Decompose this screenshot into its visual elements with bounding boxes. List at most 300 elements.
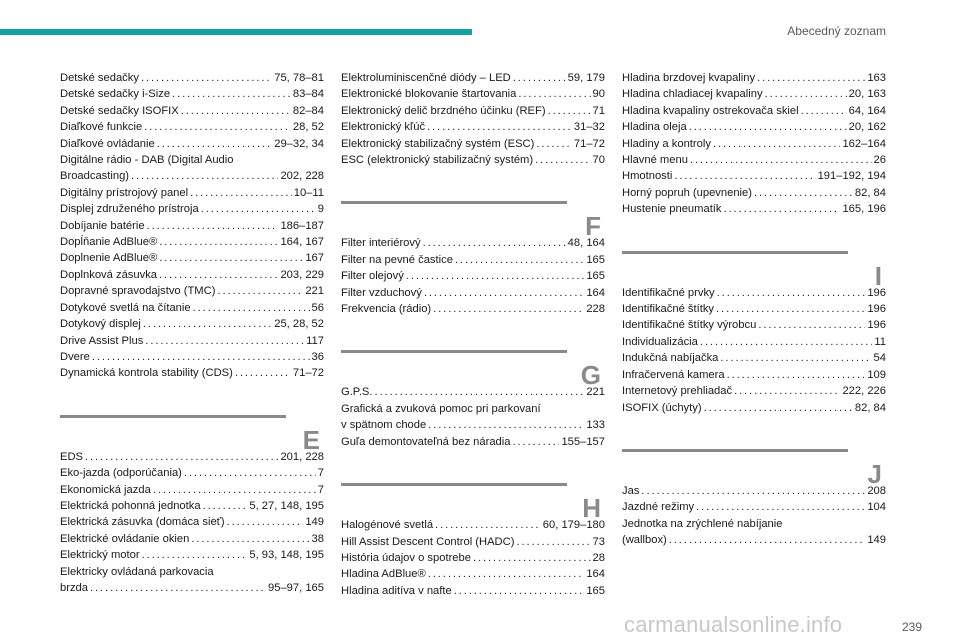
leader-dots: [669, 532, 866, 548]
index-entry: [341, 583, 605, 599]
leader-dots: [141, 70, 272, 86]
index-entry-row: [341, 384, 605, 400]
index-entry-pages: 196: [867, 286, 886, 299]
index-entry-term: Frekvencia (rádio): [341, 303, 432, 316]
index-entry-row: [622, 119, 886, 135]
index-entry: [622, 119, 886, 135]
index-entry-row: [622, 70, 886, 86]
index-entry-term: Individualizácia: [622, 335, 698, 348]
index-entry-term: Digitálny prístrojový panel: [60, 186, 189, 199]
index-entry: [60, 300, 324, 316]
index-entry-row: [60, 300, 324, 316]
index-entry-row: [341, 136, 605, 152]
index-entry: [622, 136, 886, 152]
index-entry-term: Halogénové svetlá: [341, 519, 434, 532]
index-entry: [341, 517, 605, 533]
index-entry-term: Elektronický delič brzdného účinku (REF): [341, 104, 546, 117]
index-entry-pages: 7: [317, 467, 324, 480]
index-entry: [60, 152, 324, 185]
index-entry: [60, 316, 324, 332]
index-entry-term: Identifikačné štítky: [622, 303, 715, 316]
index-entry-pages: 149: [305, 516, 324, 529]
index-entry-term: v spätnom chode: [341, 419, 427, 432]
index-entry-row: [60, 86, 324, 102]
index-entry-term: Elektronické blokovanie štartovania: [341, 88, 517, 101]
watermark: carmanualsonline.info: [624, 612, 843, 637]
leader-dots: [143, 316, 272, 332]
index-entry-row: [341, 252, 605, 268]
index-entry: [60, 547, 324, 563]
index-entry-term: Hill Assist Descent Control (HADC): [341, 535, 515, 548]
leader-dots: [473, 550, 591, 566]
index-entry: [60, 564, 324, 597]
index-entry-pages: 186–187: [280, 219, 324, 232]
index-entry-term: Hlavné menu: [622, 154, 688, 167]
index-entry-row: [622, 317, 886, 333]
section-letter: H: [582, 493, 601, 524]
index-entry-term: Hladina AdBlue®: [341, 568, 426, 581]
index-entry-row: [622, 301, 886, 317]
index-entry-term-line1: Digitálne rádio - DAB (Digital Audio: [60, 154, 234, 167]
index-entry-row: [60, 103, 324, 119]
index-entry-row: [341, 566, 605, 582]
index-entry-row: [341, 119, 605, 135]
index-entry-pages: 54: [873, 352, 886, 365]
index-entry-pages: 109: [867, 368, 886, 381]
index-entry: [60, 218, 324, 234]
index-entry-term: Filter vzduchový: [341, 286, 422, 299]
index-entry-row: [341, 301, 605, 317]
index-entry-pages: 221: [305, 285, 324, 298]
index-entry: [622, 301, 886, 317]
index-entry: [341, 401, 605, 434]
index-entry: [341, 285, 605, 301]
index-entry-term: Hladina chladiacej kvapaliny: [622, 88, 763, 101]
index-entry: [622, 499, 886, 515]
leader-dots: [193, 300, 310, 316]
index-entry-term: Dvere: [60, 350, 90, 363]
leader-dots: [720, 350, 871, 366]
index-entry-row: [622, 136, 886, 152]
index-entry-pages: 202, 228: [280, 170, 324, 183]
index-entry: [60, 349, 324, 365]
index-entry-term: Filter interiérový: [341, 237, 421, 250]
index-entry-term: Elektronický stabilizačný systém (ESC): [341, 137, 535, 150]
index-entry-term: Identifikačné štítky výrobcu: [622, 319, 757, 332]
index-entry-row: [60, 580, 324, 596]
index-entry-term: Dobíjanie batérie: [60, 219, 145, 232]
leader-dots: [689, 119, 847, 135]
index-entry: [60, 70, 324, 86]
index-entry-pages: 196: [867, 303, 886, 316]
index-entry-row: [60, 449, 324, 465]
index-entry: [622, 285, 886, 301]
index-entry-pages: 75, 78–81: [274, 72, 324, 84]
index-entry: [341, 70, 605, 86]
leader-dots: [641, 483, 865, 499]
index-entry: [622, 350, 886, 366]
index-entry-term: História údajov o spotrebe: [341, 551, 471, 564]
index-entry-term: Hustenie pneumatík: [622, 203, 722, 216]
index-entry-pages: 203, 229: [280, 268, 324, 281]
index-entry-term: Dynamická kontrola stability (CDS): [60, 367, 233, 380]
index-entry-pages: 162–164: [842, 137, 886, 150]
index-entry: [341, 301, 605, 317]
index-entry-pages: 222, 226: [842, 385, 886, 398]
index-entry: [622, 483, 886, 499]
index-entry: [60, 119, 324, 135]
leader-dots: [147, 218, 279, 234]
leader-dots: [423, 235, 566, 251]
leader-dots: [131, 168, 278, 184]
page-number: 239: [901, 620, 922, 634]
index-entry-term: Hladina aditíva v nafte: [341, 584, 452, 597]
index-entry-term: ISOFIX (úchyty): [622, 401, 702, 414]
index-entry-pages: 28: [592, 551, 605, 564]
index-entry-term: Elektrická zásuvka (domáca sieť): [60, 516, 225, 529]
index-entry-term-line1: Elektricky ovládaná parkovacia: [60, 565, 214, 578]
index-entry-term: Elektrické ovládanie okien: [60, 532, 190, 545]
index-entry-term: Doplnenie AdBlue®: [60, 252, 158, 265]
index-entry-pages: 26: [873, 154, 886, 167]
leader-dots: [516, 534, 590, 550]
section-entries: [341, 486, 605, 599]
index-entry: [60, 531, 324, 547]
index-entry-row: [622, 400, 886, 416]
index-entry-pages: 82, 84: [854, 401, 886, 414]
section-letter: F: [585, 211, 601, 242]
index-entry-row: [622, 483, 886, 499]
index-entry: [622, 383, 886, 399]
index-entry: [60, 498, 324, 514]
index-entry-row: [622, 168, 886, 184]
index-entry: [341, 268, 605, 284]
section-entries: [622, 254, 886, 416]
index-entry-term: Elektrická pohonná jednotka: [60, 499, 201, 512]
index-entry-row: [341, 70, 605, 86]
index-entry: [60, 333, 324, 349]
index-entry-pages: 5, 27, 148, 195: [249, 499, 324, 512]
index-entry-pages: 28, 52: [292, 121, 324, 134]
index-entry-pages: 165: [586, 270, 605, 283]
index-entry-pages: 71–72: [573, 137, 605, 150]
index-entry-row: [622, 367, 886, 383]
index-entry-term: Hladina kvapaliny ostrekovača skiel: [622, 104, 799, 117]
index-entry-term: Ekonomická jazda: [60, 483, 151, 496]
index-entry-pages: 133: [586, 419, 605, 432]
leader-dots: [184, 465, 316, 481]
leader-dots: [142, 547, 248, 563]
index-entry-term: Drive Assist Plus: [60, 334, 144, 347]
index-entry: [60, 250, 324, 266]
index-entry-pages: 104: [867, 501, 886, 514]
index-entry-pages: 20, 163: [848, 88, 886, 101]
index-entry-pages: 73: [592, 535, 605, 548]
index-entry-term: (wallbox): [622, 534, 667, 547]
index-entry-pages: 64, 164: [848, 104, 886, 117]
index-entry: [60, 234, 324, 250]
index-entry-pages: 10–11: [293, 186, 324, 199]
index-entry-term: Detské sedačky: [60, 72, 139, 84]
index-entry: [341, 119, 605, 135]
index-entry-row: [622, 532, 886, 548]
index-entry: [60, 136, 324, 152]
index-entry-row: [60, 250, 324, 266]
section-entries: [341, 353, 605, 450]
index-entry-pages: 95–97, 165: [268, 581, 324, 594]
leader-dots: [713, 136, 841, 152]
leader-dots: [758, 317, 865, 333]
leader-dots: [235, 365, 291, 381]
section-letter: E: [302, 424, 320, 455]
index-section-g: [341, 350, 605, 450]
leader-dots: [157, 136, 273, 152]
index-entry: [60, 465, 324, 481]
index-entry: [622, 103, 886, 119]
index-entry-term: Elektroluminiscenčné diódy – LED: [341, 72, 511, 84]
index-entry-term: Diaľkové ovládanie: [60, 137, 155, 150]
leader-dots: [454, 583, 585, 599]
index-section-f: [341, 201, 605, 317]
index-entry-term-line1: Grafická a zvuková pomoc pri parkovaní: [341, 402, 541, 415]
section-entries: [60, 418, 324, 597]
index-entry-row: [341, 434, 605, 450]
index-entry: [622, 86, 886, 102]
leader-dots: [674, 168, 815, 184]
leader-dots: [159, 250, 303, 266]
index-entry-row: [60, 465, 324, 481]
index-entry-row: [60, 218, 324, 234]
leader-dots: [217, 283, 303, 299]
index-entry-row: [60, 482, 324, 498]
index-entry-term: Jas: [622, 484, 640, 497]
index-entry-pages: 48, 164: [567, 237, 605, 250]
index-entry-row: [622, 383, 886, 399]
index-entry-row: [341, 235, 605, 251]
index-entry-row: [341, 268, 605, 284]
index-entry: [622, 185, 886, 201]
index-entry-term: Hladina brzdovej kvapaliny: [622, 72, 756, 84]
index-entry-pages: 165, 196: [842, 203, 886, 216]
leader-dots: [704, 400, 853, 416]
index-entry-term: Detské sedačky ISOFIX: [60, 104, 179, 117]
leader-dots: [424, 285, 585, 301]
section-letter: I: [874, 260, 882, 291]
index-entry-pages: 56: [311, 301, 324, 314]
index-entry-row: [60, 547, 324, 563]
index-entry-row: [60, 365, 324, 381]
index-entry-term: Filter olejový: [341, 270, 404, 283]
leader-dots: [203, 498, 248, 514]
index-entry-pages: 196: [867, 319, 886, 332]
index-entry-row: [60, 70, 324, 86]
index-entry-row: [60, 234, 324, 250]
index-entry-term: G.P.S.: [341, 386, 373, 399]
index-column-2: [341, 70, 605, 599]
index-entry-term: Internetový prehliadač: [622, 385, 733, 398]
index-entry-term: Dopravné spravodajstvo (TMC): [60, 285, 216, 298]
leader-dots: [696, 499, 865, 515]
index-section-j: [622, 449, 886, 549]
index-entry-pages: 228: [586, 303, 605, 316]
index-entry-row: [341, 103, 605, 119]
index-entry-pages: 7: [317, 483, 324, 496]
index-entry: [60, 449, 324, 465]
index-entry-row: [341, 417, 605, 433]
index-entry: [341, 566, 605, 582]
index-entry-term: Hladiny a kontroly: [622, 137, 711, 150]
index-entry-term: Filter na pevné častice: [341, 253, 453, 266]
index-entry-pages: 191–192, 194: [817, 170, 886, 183]
index-entry-row: [60, 136, 324, 152]
index-entry-row: [622, 152, 886, 168]
index-entry-row: [60, 267, 324, 283]
index-entry-term: Identifikačné prvky: [622, 286, 715, 299]
leader-dots: [181, 103, 291, 119]
index-entry-row: [60, 498, 324, 514]
index-entry-row: [60, 283, 324, 299]
leader-dots: [159, 267, 278, 283]
leader-dots: [433, 301, 584, 317]
index-entry-pages: 29–32, 34: [274, 137, 324, 150]
index-entry-term: Dotykový displej: [60, 318, 141, 331]
index-entry: [60, 514, 324, 530]
index-entry-term: Doplnková zásuvka: [60, 268, 158, 281]
leader-dots: [191, 531, 309, 547]
leader-dots: [765, 86, 847, 102]
index-entry: [622, 334, 886, 350]
leader-dots: [375, 384, 585, 400]
index-entry: [60, 86, 324, 102]
index-entry-pages: 70: [592, 154, 605, 167]
index-entry-row: [60, 514, 324, 530]
index-entry-row: [60, 185, 324, 201]
index-entry: [341, 103, 605, 119]
index-entry-pages: 36: [311, 350, 324, 363]
leader-dots: [435, 517, 541, 533]
index-entry-pages: 164, 167: [280, 236, 324, 249]
page-header-title: Abecedný zoznam: [787, 24, 886, 38]
leader-dots: [428, 566, 585, 582]
leader-dots: [172, 86, 291, 102]
index-entry: [341, 384, 605, 400]
leader-dots: [717, 285, 866, 301]
index-entry-term: Infračervená kamera: [622, 368, 725, 381]
index-entry-row: [622, 285, 886, 301]
index-entry-row: [622, 350, 886, 366]
leader-dots: [427, 119, 572, 135]
leader-dots: [535, 152, 590, 168]
index-entry-term: Hladina oleja: [622, 121, 687, 134]
index-entry-pages: 208: [867, 484, 886, 497]
index-entry-row: [341, 285, 605, 301]
index-entry: [60, 185, 324, 201]
index-entry: [341, 86, 605, 102]
index-entry-pages: 155–157: [561, 435, 605, 448]
section-letter: J: [867, 458, 882, 489]
index-entry-term: ESC (elektronický stabilizačný systém): [341, 154, 534, 167]
index-entry-term: Guľa demontovateľná bez náradia: [341, 435, 511, 448]
index-entry: [622, 168, 886, 184]
leader-dots: [724, 201, 841, 217]
index-entry-row: [622, 103, 886, 119]
index-entry-pages: 117: [306, 334, 324, 347]
index-entry-pages: 71–72: [292, 367, 324, 380]
index-entry-term: Diaľkové funkcie: [60, 121, 143, 134]
index-entry-pages: 165: [586, 253, 605, 266]
index-entry-row: [60, 168, 324, 184]
leader-dots: [690, 152, 872, 168]
index-entry-row: [341, 86, 605, 102]
index-entry-pages: 164: [586, 568, 605, 581]
index-section-i: [622, 251, 886, 416]
leader-dots: [513, 70, 566, 86]
index-entry-row: [60, 316, 324, 332]
leader-dots: [201, 201, 316, 217]
index-entry: [341, 434, 605, 450]
leader-dots: [716, 301, 865, 317]
index-entry-pages: 83–84: [292, 88, 324, 101]
index-entry-pages: 221: [586, 386, 605, 399]
leader-dots: [159, 234, 278, 250]
leader-dots: [518, 86, 590, 102]
index-entry-pages: 163: [867, 72, 886, 84]
index-entry-pages: 25, 28, 52: [274, 318, 324, 331]
index-column-3: [622, 70, 886, 549]
index-entry-row: [622, 86, 886, 102]
leader-dots: [90, 580, 266, 596]
leader-dots: [700, 334, 873, 350]
index-entry: [622, 400, 886, 416]
index-entry-row: [60, 119, 324, 135]
index-section-e: [60, 415, 324, 597]
index-entry: [622, 201, 886, 217]
index-entry-term: Displej združeného prístroja: [60, 203, 199, 216]
leader-dots: [145, 333, 304, 349]
index-entry-pages: 164: [586, 286, 605, 299]
section-letter: G: [580, 360, 601, 391]
index-entry-pages: 20, 162: [848, 121, 886, 134]
index-entry-pages: 9: [317, 203, 324, 216]
leader-dots: [757, 70, 865, 86]
leader-dots: [548, 103, 591, 119]
leader-dots: [801, 103, 847, 119]
index-entry: [622, 317, 886, 333]
index-entry-row: [622, 499, 886, 515]
index-entry-pages: 38: [311, 532, 324, 545]
index-entry: [60, 365, 324, 381]
section-entries: [622, 452, 886, 549]
index-entry: [60, 283, 324, 299]
index-entry-pages: 82, 84: [854, 186, 886, 199]
index-entry: [341, 252, 605, 268]
index-entry-term: Dotykové svetlá na čítanie: [60, 301, 191, 314]
index-entry: [622, 152, 886, 168]
index-column-1: [60, 70, 324, 596]
index-entry-row: [60, 201, 324, 217]
index-entry-row: [341, 534, 605, 550]
index-entry-term: Hmotnosti: [622, 170, 673, 183]
index-entry: [60, 482, 324, 498]
index-entry-pages: 59, 179: [567, 72, 605, 84]
index-entry-pages: 149: [867, 534, 886, 547]
index-entry-row: [341, 517, 605, 533]
leader-dots: [428, 417, 584, 433]
index-section-h: [341, 483, 605, 599]
index-entry: [341, 534, 605, 550]
index-entry-term: Eko-jazda (odporúčania): [60, 467, 182, 480]
index-entry: [60, 267, 324, 283]
